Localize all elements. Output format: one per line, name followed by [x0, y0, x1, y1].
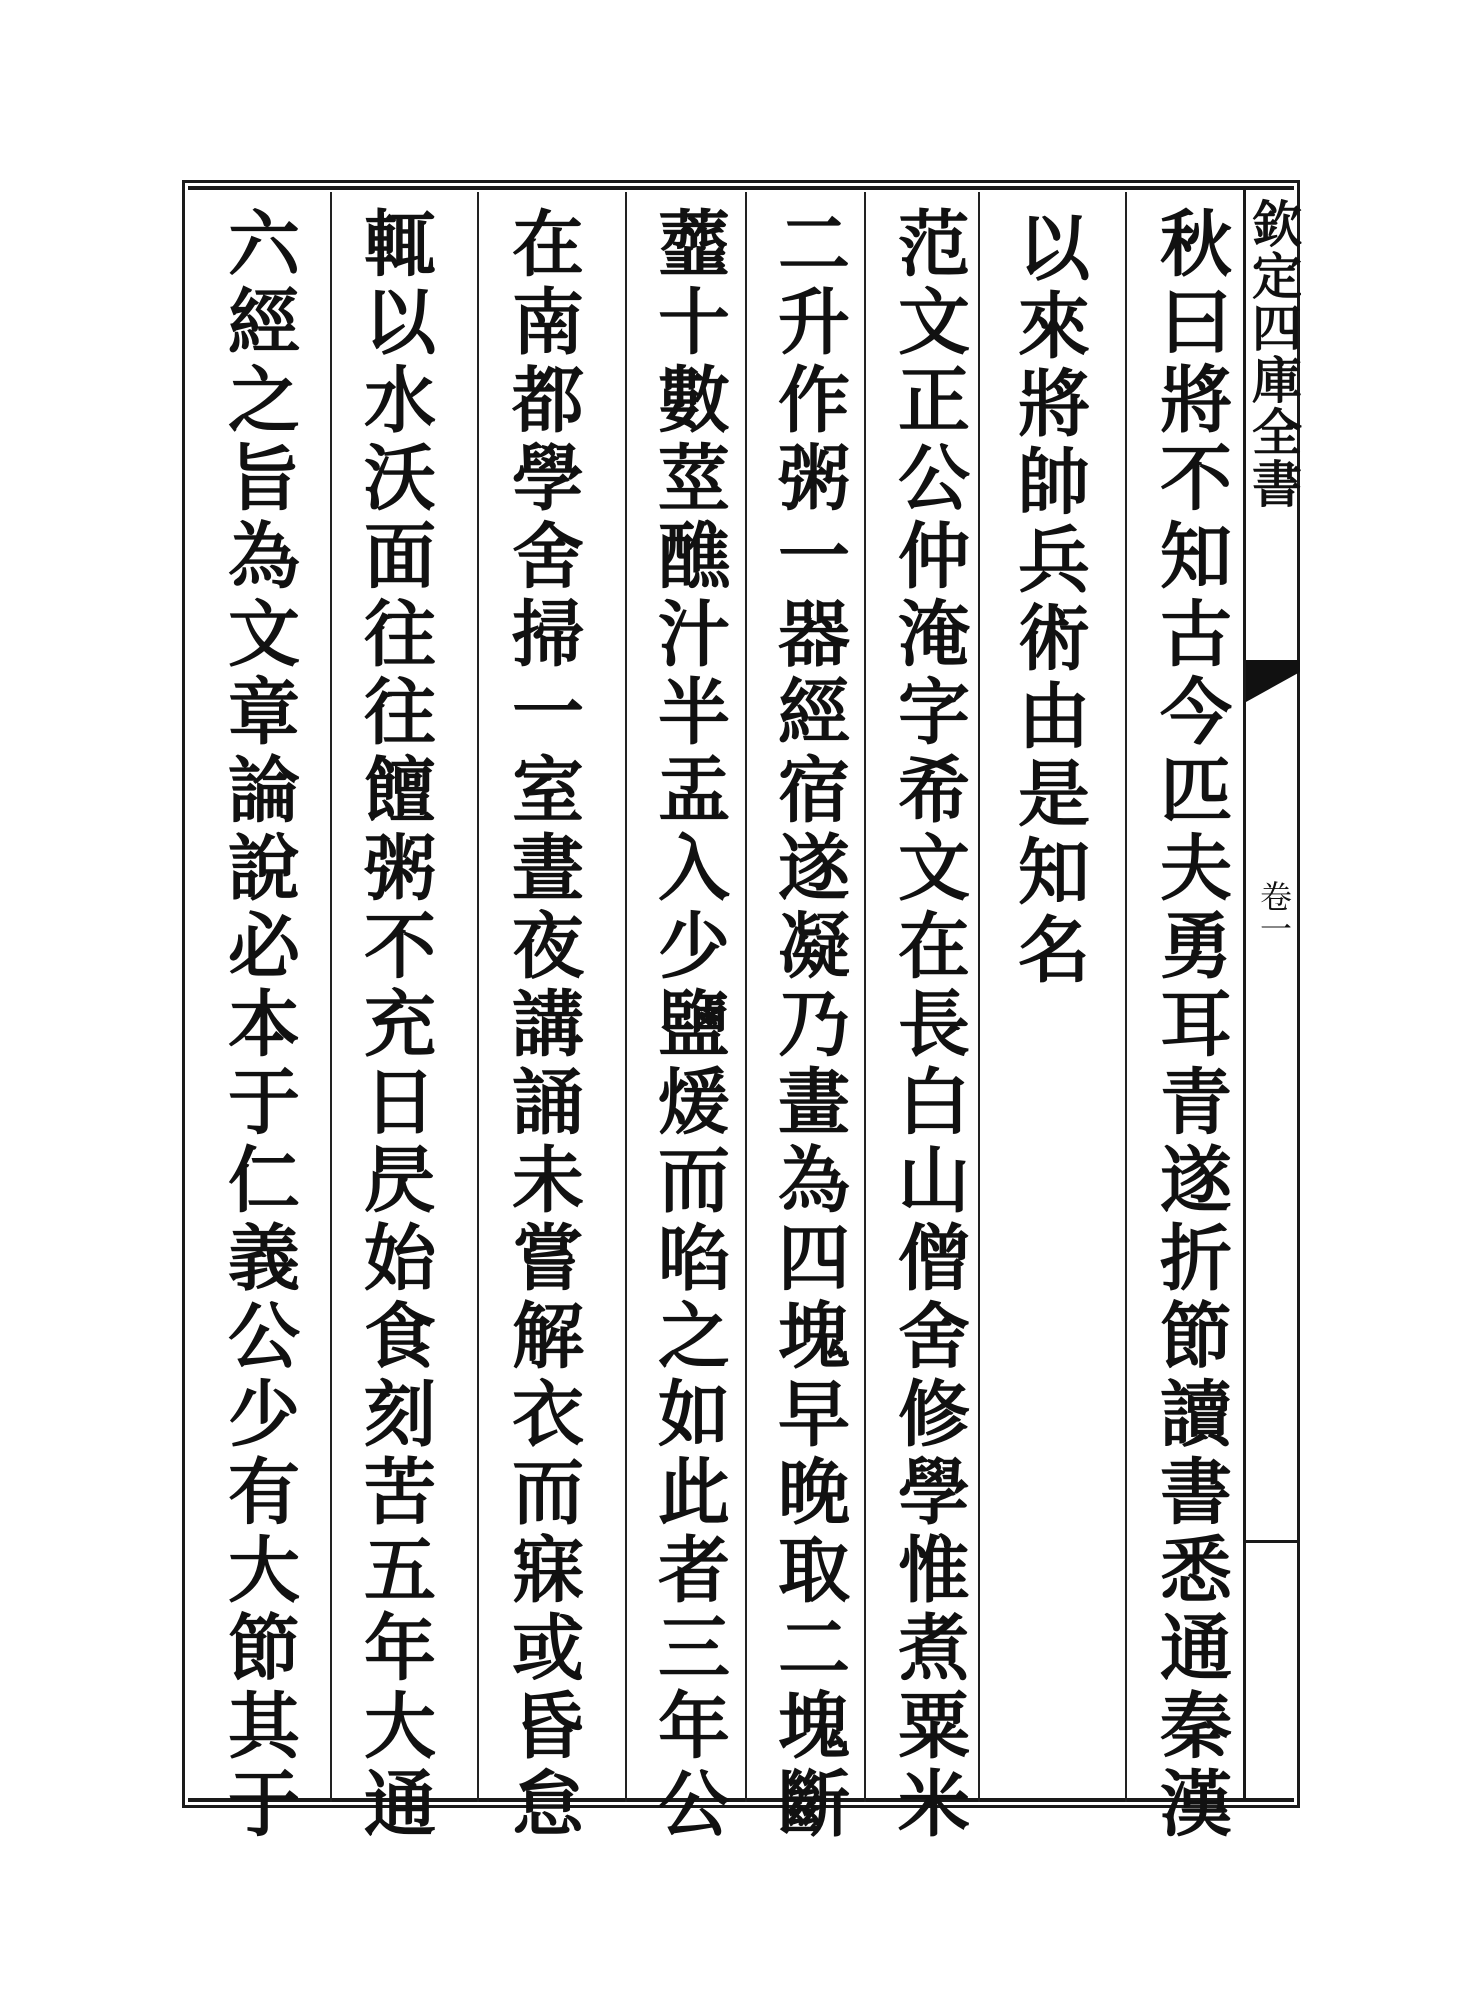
- text-column: [346, 206, 442, 1844]
- text-column: [1142, 206, 1238, 1844]
- column-text: 虀十數莖醮汁半盂入少鹽煖而啗之如此者三年公: [646, 206, 731, 1844]
- column-divider: [864, 192, 866, 1802]
- column-divider: [978, 192, 980, 1802]
- text-column: [760, 206, 856, 1844]
- book-title: 欽定四庫全書: [1244, 198, 1303, 510]
- column-divider: [625, 192, 627, 1802]
- column-divider: [1125, 192, 1127, 1802]
- column-text: 六經之旨為文章論說必本于仁義公少有大節其于: [216, 206, 301, 1844]
- column-divider: [745, 192, 747, 1802]
- fishtail-mark-icon: [1246, 660, 1300, 720]
- text-column: [880, 206, 976, 1844]
- text-column: [210, 206, 306, 1844]
- margin-divider: [1246, 1540, 1300, 1543]
- column-text: 二升作粥一器經宿遂凝乃畫為四塊早晚取二塊斷: [766, 206, 851, 1844]
- text-column: [1000, 206, 1096, 1796]
- column-text: 輒以水沃面往往饘粥不充日昃始食刻苦五年大通: [352, 206, 437, 1844]
- column-text: 以來將帥兵術由是知名: [1006, 210, 1091, 990]
- column-text: 秋曰將不知古今匹夫勇耳青遂折節讀書悉通秦漢: [1148, 206, 1233, 1844]
- volume-label: 卷一: [1255, 880, 1293, 944]
- column-text: 范文正公仲淹字希文在長白山僧舍修學惟煮粟米: [886, 206, 971, 1844]
- text-column: [640, 206, 736, 1844]
- column-divider: [330, 192, 332, 1802]
- column-divider: [477, 192, 479, 1802]
- text-column: [494, 206, 590, 1844]
- column-text: 在南都學舍掃一室晝夜講誦未嘗解衣而寐或昏怠: [500, 206, 585, 1844]
